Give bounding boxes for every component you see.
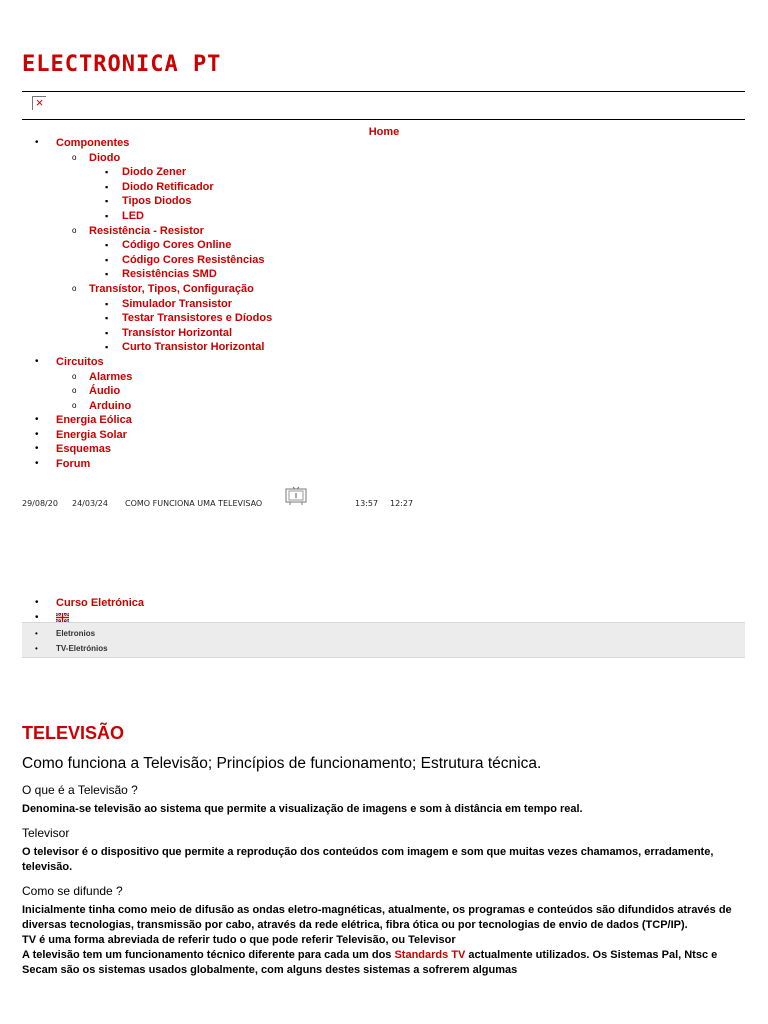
menu-link-diodo[interactable]: Diodo: [89, 151, 121, 164]
article-subtitle: Como funciona a Televisão; Princípios de funcionamento; Estrutura técnica.: [22, 755, 542, 772]
menu-item-diodo-retificador: [22, 180, 272, 195]
paragraph-diffusion: [22, 903, 742, 978]
menu-item-codigo-cores-resistencias: [22, 253, 272, 268]
nav-home-link[interactable]: Home: [368, 126, 400, 138]
menu-link-resistencias-smd[interactable]: Resistências SMD: [122, 268, 217, 281]
menu-link-forum[interactable]: Forum: [56, 458, 91, 471]
menu-link-codigo-cores-online[interactable]: Código Cores Online: [122, 239, 232, 252]
menu-item-audio: [22, 384, 272, 399]
header-divider-top: [22, 91, 745, 92]
strip-title: COMO FUNCIONA UMA TELEVISAO: [125, 499, 263, 508]
menu-item-curto-transistor: [22, 340, 272, 355]
menu-link-curto-transistor[interactable]: Curto Transistor Horizontal: [122, 341, 265, 354]
menu-item-energia-solar: [22, 428, 272, 443]
menu-link-tipos-diodos[interactable]: Tipos Diodos: [122, 195, 192, 208]
main-menu: [22, 136, 272, 472]
menu-item-transistor: [22, 282, 272, 297]
secondary-item-curso: [22, 596, 144, 611]
menu-item-energia-eolica: [22, 413, 272, 428]
menu-item-resistencia: [22, 224, 272, 239]
category-eletronios[interactable]: Eletronios: [56, 629, 96, 638]
menu-item-simulador-transistor: [22, 297, 272, 312]
menu-item-circuitos: [22, 355, 272, 370]
menu-link-energia-solar[interactable]: Energia Solar: [56, 428, 127, 441]
menu-link-transistor-horizontal[interactable]: Transístor Horizontal: [122, 326, 233, 339]
menu-item-codigo-cores-online: [22, 238, 272, 253]
menu-item-componentes: [22, 136, 272, 151]
date-published: 29/08/20: [22, 499, 58, 508]
paragraph-standards-before: A televisão tem um funcionamento técnico diferente para cada um dos: [22, 949, 395, 961]
section-heading-televisor: Televisor: [22, 826, 70, 840]
menu-link-audio[interactable]: Áudio: [89, 385, 121, 398]
standards-tv-link[interactable]: Standards TV: [394, 949, 466, 961]
secondary-menu: [22, 596, 144, 625]
bullet-dot: •: [35, 644, 38, 653]
menu-link-arduino[interactable]: Arduino: [89, 399, 132, 412]
paragraph-standards-after: actualmente utilizados. Os Sistemas Pal, Ntsc e Secam são os sistemas usados globalmente, com alguns destes sistemas a sofrerem algumas: [22, 949, 718, 976]
menu-link-testar-transistores[interactable]: Testar Transistores e Díodos: [122, 312, 273, 325]
menu-link-esquemas[interactable]: Esquemas: [56, 443, 112, 456]
menu-item-forum: [22, 457, 272, 472]
menu-link-codigo-cores-resistencias[interactable]: Código Cores Resistências: [122, 253, 265, 266]
menu-link-transistor[interactable]: Transístor, Tipos, Configuração: [89, 282, 254, 295]
menu-item-led: [22, 209, 272, 224]
article: [22, 722, 742, 978]
menu-link-alarmes[interactable]: Alarmes: [89, 370, 133, 383]
time-published: 13:57: [355, 499, 379, 508]
menu-link-energia-eolica[interactable]: Energia Eólica: [56, 414, 132, 427]
menu-link-led[interactable]: LED: [122, 209, 144, 222]
paragraph-what-is: Denomina-se televisão ao sistema que permite a visualização de imagens e som à distância em tempo real.: [22, 803, 583, 815]
menu-item-diodo-zener: [22, 165, 272, 180]
menu-link-circuitos[interactable]: Circuitos: [56, 355, 104, 368]
menu-item-transistor-horizontal: [22, 326, 272, 341]
paragraph-tv-abbrev: TV é uma forma abreviada de referir tudo o que pode referir Televisão, ou Televisor: [22, 934, 456, 946]
section-heading-diffusion: Como se difunde ?: [22, 884, 123, 898]
menu-item-resistencias-smd: [22, 267, 272, 282]
menu-item-tipos-diodos: [22, 194, 272, 209]
section-heading-what-is: O que é a Televisão ?: [22, 783, 138, 797]
paragraph-diffusion-text: Inicialmente tinha como meio de difusão as ondas eletro-magnéticas, atualmente, os programas e conteúdos são difundidos através de diversas tecnologias, transmissão por cabo, através da rede elétrica, fibra ótica ou por tecnologias de envio de dados (TCP/IP).: [22, 904, 732, 931]
broken-image-icon: ×: [32, 96, 46, 110]
paragraph-televisor: O televisor é o dispositivo que permite a reprodução dos conteúdos com imagem e som que muitas vezes chamamos, erradamente, televisão.: [22, 846, 714, 873]
menu-link-componentes[interactable]: Componentes: [56, 137, 130, 149]
menu-link-simulador-transistor[interactable]: Simulador Transistor: [122, 297, 233, 310]
menu-item-testar-transistores: [22, 311, 272, 326]
uk-flag-icon[interactable]: [56, 613, 69, 622]
menu-item-alarmes: [22, 370, 272, 385]
menu-link-diodo-retificador[interactable]: Diodo Retificador: [122, 180, 214, 193]
menu-item-esquemas: [22, 442, 272, 457]
menu-item-diodo: [22, 151, 272, 166]
menu-link-diodo-zener[interactable]: Diodo Zener: [122, 166, 187, 179]
menu-item-arduino: [22, 399, 272, 414]
menu-link-resistencia[interactable]: Resistência - Resistor: [89, 224, 204, 237]
article-title: TELEVISÃO: [22, 723, 125, 743]
bullet-dot: •: [35, 629, 38, 638]
header-divider-bottom: [22, 119, 745, 120]
category-bar: [22, 622, 745, 658]
date-updated: 24/03/24: [72, 499, 108, 508]
category-tv-eletronios[interactable]: TV-Eletrónios: [56, 644, 108, 653]
curso-eletronica-link[interactable]: Curso Eletrónica: [56, 597, 145, 609]
tv-icon: [284, 486, 308, 506]
time-updated: 12:27: [390, 499, 414, 508]
site-logo[interactable]: ELECTRONICA PT: [22, 52, 222, 77]
